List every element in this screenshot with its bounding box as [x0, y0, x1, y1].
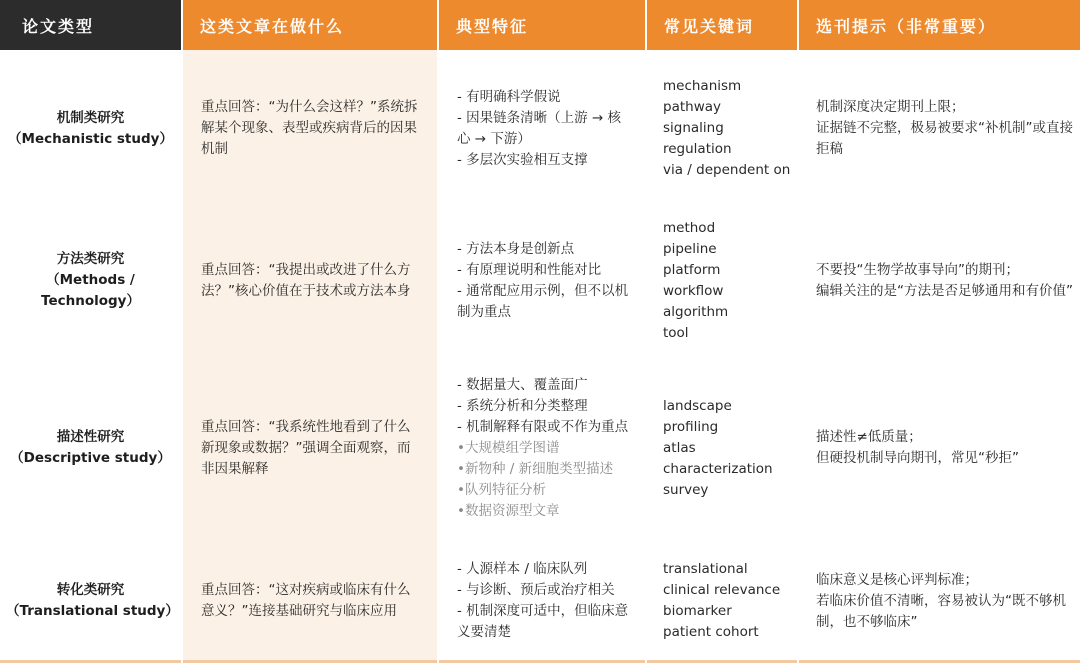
table-row — [0, 354, 1080, 542]
tip-item: 描述性≠低质量； — [816, 429, 922, 445]
keywords-cell — [647, 207, 797, 354]
paper-type-english: （Descriptive study） — [10, 450, 171, 466]
what-it-does-cell: 重点回答：“我系统性地看到了什么新现象或数据？”强调全面观察，而非因果解释 — [183, 354, 437, 542]
feature-item: - 数据量大、覆盖面广 — [457, 376, 588, 393]
feature-item: - 机制解释有限或不作为重点 — [457, 418, 629, 435]
keyword-item: algorithm — [663, 303, 729, 320]
paper-type-english: （Translational study） — [6, 603, 179, 619]
keyword-item: patient cohort — [663, 624, 759, 640]
tip-item: 临床意义是核心评判标准； — [816, 571, 978, 588]
feature-item: - 通常配应用示例，但不以机制为重点 — [457, 282, 629, 320]
features-cell — [439, 207, 645, 354]
journal-tips-cell — [799, 50, 1080, 207]
paper-type-cell — [0, 354, 181, 542]
keyword-item: atlas — [663, 439, 696, 456]
table-row — [0, 50, 1080, 207]
keyword-item: pathway — [663, 99, 721, 115]
features-cell — [439, 354, 645, 542]
feature-item: - 有明确科学假说 — [457, 88, 561, 105]
paper-type-english: （Mechanistic study） — [8, 130, 173, 147]
tip-item: 编辑关注的是“方法是否足够通用和有价值” — [816, 282, 1073, 299]
features-cell — [439, 50, 645, 207]
feature-item: - 方法本身是创新点 — [457, 240, 575, 257]
keyword-item: characterization — [663, 460, 773, 477]
tip-item: 若临床价值不清晰，容易被认为“既不够机制，也不够临床” — [816, 592, 1066, 630]
paper-type-english: （Methods / Technology） — [41, 272, 140, 309]
tip-item: 机制深度决定期刊上限； — [816, 99, 965, 115]
feature-example: •新物种 / 新细胞类型描述 — [457, 460, 614, 477]
feature-example: •队列特征分析 — [457, 481, 546, 498]
keyword-item: biomarker — [663, 603, 732, 619]
feature-example: •数据资源型文章 — [457, 502, 560, 519]
tip-item: 不要投“生物学故事导向”的期刊； — [816, 261, 1019, 278]
what-it-does-cell: 重点回答：“我提出或改进了什么方法？”核心价值在于技术或方法本身 — [183, 207, 437, 354]
keyword-item: via / dependent on — [663, 162, 791, 178]
journal-tips-cell — [799, 354, 1080, 542]
tip-item: 证据链不完整，极易被要求“补机制”或直接拒稿 — [816, 120, 1073, 157]
keyword-item: platform — [663, 261, 721, 278]
paper-type-cell — [0, 542, 181, 663]
keyword-item: method — [663, 219, 716, 236]
paper-type-cell — [0, 50, 181, 207]
feature-item: - 人源样本 / 临床队列 — [457, 561, 588, 577]
paper-type-cell — [0, 207, 181, 354]
keyword-item: profiling — [663, 418, 719, 435]
keyword-item: translational — [663, 561, 748, 577]
paper-type-name: 机制类研究 — [56, 109, 125, 126]
table-row — [0, 207, 1080, 354]
feature-item: - 系统分析和分类整理 — [457, 397, 588, 414]
journal-tips-cell — [799, 542, 1080, 663]
keywords-cell — [647, 542, 797, 663]
feature-item: - 多层次实验相互支撑 — [457, 151, 588, 168]
header-journal-tips: 选刊提示（非常重要） — [799, 0, 1080, 50]
keyword-item: mechanism — [663, 78, 742, 94]
keyword-item: workflow — [663, 282, 724, 299]
journal-tips-cell — [799, 207, 1080, 354]
keyword-item: landscape — [663, 397, 732, 414]
keyword-item: tool — [663, 324, 689, 341]
keyword-item: clinical relevance — [663, 582, 781, 598]
keyword-item: signaling — [663, 120, 724, 136]
keyword-item: pipeline — [663, 240, 717, 257]
what-it-does-cell: 重点回答：“这对疾病或临床有什么意义？”连接基础研究与临床应用 — [183, 542, 437, 663]
keywords-cell — [647, 354, 797, 542]
feature-example: •大规模组学图谱 — [457, 439, 560, 456]
what-it-does-cell: 重点回答：“为什么会这样？”系统拆解某个现象、表型或疾病背后的因果机制 — [183, 50, 437, 207]
feature-item: - 与诊断、预后或治疗相关 — [457, 582, 615, 598]
header-paper-type: 论文类型 — [0, 0, 181, 50]
keyword-item: survey — [663, 481, 709, 498]
header-what-it-does: 这类文章在做什么 — [183, 0, 437, 50]
keyword-item: regulation — [663, 141, 732, 157]
feature-item: - 有原理说明和性能对比 — [457, 261, 602, 278]
keywords-cell — [647, 50, 797, 207]
table-row — [0, 542, 1080, 663]
paper-type-name: 转化类研究 — [56, 582, 125, 598]
paper-type-name: 描述性研究 — [56, 429, 125, 445]
header-typical-features: 典型特征 — [439, 0, 645, 50]
tip-item: 但硬投机制导向期刊，常见“秒拒” — [816, 450, 1019, 466]
paper-type-name: 方法类研究 — [56, 251, 125, 267]
header-row — [0, 0, 1080, 50]
features-cell — [439, 542, 645, 663]
feature-item: - 机制深度可适中，但临床意义要清楚 — [457, 603, 629, 640]
feature-item: - 因果链条清晰（上游 → 核心 → 下游） — [457, 109, 622, 147]
header-common-keywords: 常见关键词 — [647, 0, 797, 50]
